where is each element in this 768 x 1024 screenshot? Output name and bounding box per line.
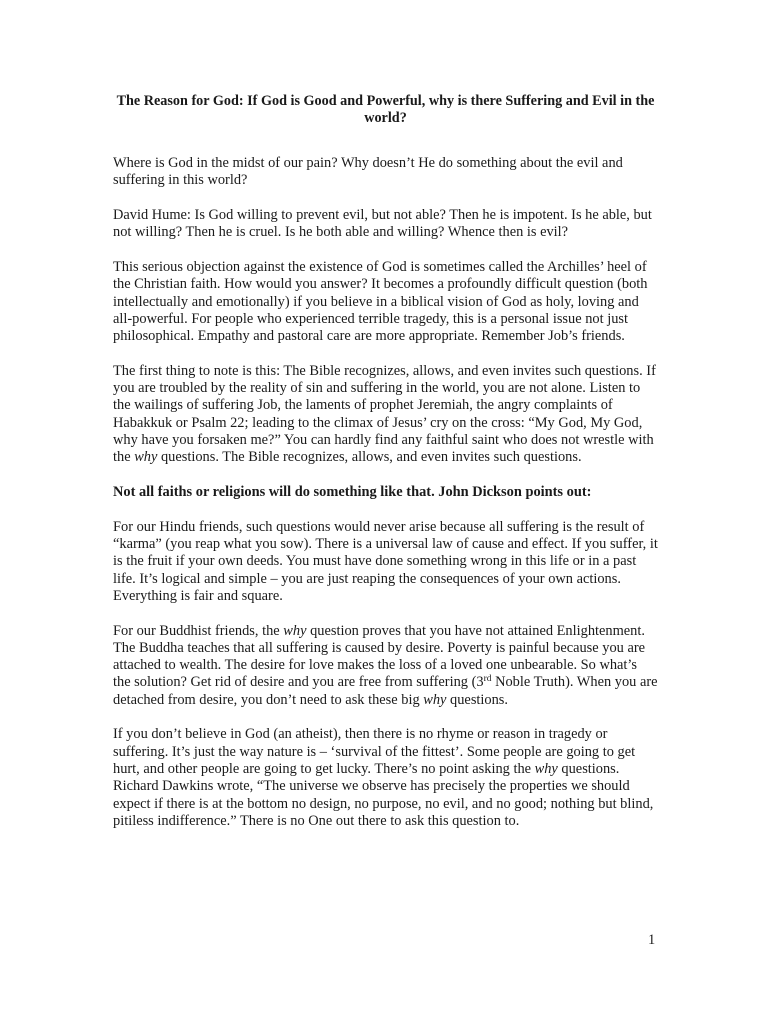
paragraph-hindu: For our Hindu friends, such questions would never arise because all suffering is the result of “karma” (you reap what you sow). There is a universal law of cause and effect. If you suffer, it is the fruit if your own deeds. You must have done something wrong in this life or in a past life. It’s logical and simple – you are just reaping the consequences of your own actions. Everything is fair and square. <box>113 518 658 604</box>
paragraph-text: questions. Richard Dawkins wrote, “The universe we observe has precisely the properties we should expect if there is at the bottom no design, no purpose, no evil, and no good; nothing but blind, pitiless indifference.” There is no One out there to ask this question to. <box>113 761 654 829</box>
paragraph-text: question proves that you have not attained Enlightenment. The Buddha teaches that all suffering is caused by desire. Poverty is painful because you are attached to wealth. The desire for love makes the loss of a loved one unbearable. So what’s the solution? Get rid of desire and you are free from suffering (3 <box>113 622 646 691</box>
paragraph-buddhist <box>113 623 658 709</box>
emphasis-why: why <box>283 622 307 639</box>
paragraph-text: Noble Truth). When you are detached from desire, you don’t need to ask these big <box>113 674 658 708</box>
emphasis-why: why <box>423 691 447 708</box>
emphasis-why: why <box>534 761 558 778</box>
paragraph-bible-invites <box>113 363 658 467</box>
paragraph-text: questions. The Bible recognizes, allows, and even invites such questions. <box>157 449 582 466</box>
paragraph-objection: This serious objection against the existence of God is sometimes called the Archilles’ heel of the Christian faith. How would you answer? It becomes a profoundly difficult question (both intellectually and emotionally) if you believe in a biblical vision of God as holy, loving and all-powerful. For people who experienced terrible tragedy, this is a personal issue not just philosophical. Empathy and pastoral care are more appropriate. Remember Job’s friends. <box>113 258 648 345</box>
emphasis-why: why <box>134 449 158 466</box>
bold-heading-dickson: Not all faiths or religions will do something like that. John Dickson points out: <box>113 484 592 501</box>
paragraph-text: questions. <box>446 691 508 708</box>
page-number: 1 <box>648 932 656 948</box>
paragraph-text: The first thing to note is this: The Bible recognizes, allows, and even invites such questions. If you are troubled by the reality of sin and suffering in the world, you are not alone. Listen to the wailings of suffering Job, the laments of prophet Jeremiah, the angry complaints of Habakkuk or Psalm 22; leading to the climax of Jesus’ cry on the cross: “My God, My God, why have you forsaken me?” You can hardly find any faithful saint who does not wrestle with the <box>113 362 656 466</box>
paragraph-hume-quote: David Hume: Is God willing to prevent evil, but not able? Then he is impotent. Is he able, but not willing? Then he is cruel. Is he both able and willing? Whence then is evil? <box>113 206 652 241</box>
superscript-ordinal: rd <box>483 674 492 685</box>
document-title: The Reason for God: If God is Good and Powerful, why is there Suffering and Evil in the world? <box>116 93 655 126</box>
paragraph-text: For our Buddhist friends, the <box>113 622 284 639</box>
paragraph-text: If you don’t believe in God (an atheist), then there is no rhyme or reason in tragedy or suffering. It’s just the way nature is – ‘survival of the fittest’. Some people are going to get hurt, and other people are going to get lucky. There’s no point asking the <box>113 726 636 778</box>
paragraph-intro: Where is God in the midst of our pain? Why doesn’t He do something about the evil and suffering in this world? <box>113 155 623 189</box>
paragraph-atheist <box>113 726 658 830</box>
document-body <box>113 93 658 848</box>
